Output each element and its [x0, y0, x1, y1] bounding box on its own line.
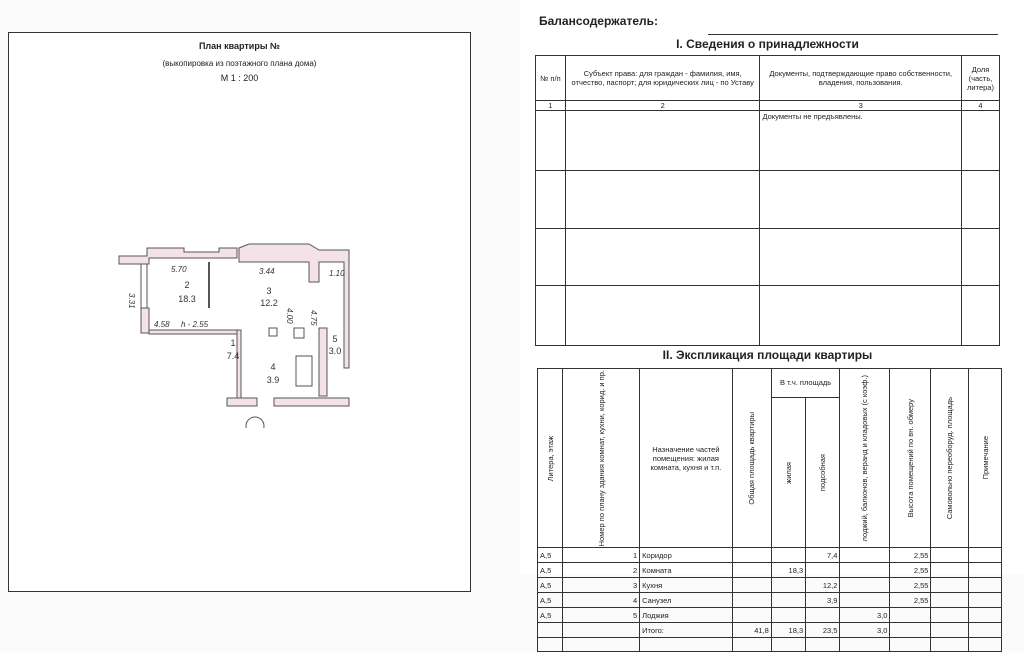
cell-empty [969, 563, 1002, 578]
header-litera: Литера, этаж [545, 435, 555, 481]
cell-empty [931, 608, 969, 623]
cell-loggia [840, 563, 890, 578]
cell-loggia [840, 593, 890, 608]
table-row [538, 563, 1002, 578]
header-share: Доля (часть, литера) [962, 56, 1000, 101]
dim-1-10: 1.10 [329, 269, 345, 278]
cell-living [771, 608, 805, 623]
total-area: 41,8 [732, 623, 771, 638]
cell-height: 2,55 [890, 548, 931, 563]
cell-total [732, 548, 771, 563]
cell-num: 2 [563, 563, 640, 578]
floor-plan-frame [8, 32, 471, 592]
room-4-area: 3.9 [266, 375, 280, 385]
cell-aux: 7,4 [806, 548, 840, 563]
plan-title: План квартиры № [198, 41, 281, 51]
ownership-table [535, 55, 1000, 346]
cell-living [771, 548, 805, 563]
header-number: Номер по плану здания комнат, кухни, корид. и пр. [596, 370, 606, 547]
cell-empty [969, 593, 1002, 608]
room-2-number: 2 [184, 280, 190, 290]
cell-living [771, 578, 805, 593]
header-note: Примечание [980, 436, 990, 480]
cell-name: Лоджия [640, 608, 732, 623]
header-auxiliary: подсобная [818, 453, 828, 492]
room-3-number: 3 [266, 286, 272, 296]
table-row [538, 608, 1002, 623]
plan-scale: М 1 : 200 [220, 73, 259, 83]
cell-num: 1 [563, 548, 640, 563]
cell-total [732, 593, 771, 608]
cell-aux: 3,9 [806, 593, 840, 608]
header-purpose: Назначение частей помещения: жилая комната, кухня и т.п. [640, 369, 732, 548]
cell-height: 2,55 [890, 578, 931, 593]
header-total-area: Общая площадь квартиры [747, 411, 757, 505]
header-unauthorized: Самовольно переоборуд. площадь [945, 397, 955, 520]
dim-4-58: 4.58 [154, 320, 170, 329]
cell-loggia: 3,0 [840, 608, 890, 623]
balance-holder-line [708, 34, 998, 35]
cell-height: 2,55 [890, 593, 931, 608]
cell-litera: А,5 [538, 608, 563, 623]
cell-living: 18,3 [771, 563, 805, 578]
dim-3-44: 3.44 [259, 267, 275, 276]
cell-height [890, 608, 931, 623]
col-number: 4 [962, 101, 1000, 111]
section1-title: I. Сведения о принадлежности [676, 37, 859, 51]
cell-empty [931, 593, 969, 608]
cell-empty [969, 578, 1002, 593]
cell-height: 2,55 [890, 563, 931, 578]
room-3-area: 12.2 [260, 298, 278, 308]
cell-num: 4 [563, 593, 640, 608]
cell-loggia [840, 548, 890, 563]
room-1-area: 7.4 [226, 351, 240, 361]
cell-litera: А,5 [538, 548, 563, 563]
table-row [538, 593, 1002, 608]
cell-name: Санузел [640, 593, 732, 608]
cell-name: Коридор [640, 548, 732, 563]
right-page [520, 0, 1024, 635]
cell-num: 3 [563, 578, 640, 593]
cell-litera: А,5 [538, 578, 563, 593]
cell-aux: 12,2 [806, 578, 840, 593]
plan-subtitle: (выкопировка из поэтажного плана дома) [162, 59, 317, 68]
header-living: жилая [783, 461, 793, 484]
cell-empty [931, 563, 969, 578]
col-number: 1 [536, 101, 566, 111]
header-height: Высота помещений по вн. обмеру [905, 399, 915, 518]
dim-4-75: 4.75 [309, 310, 318, 326]
dim-3-31: 3.31 [127, 293, 136, 309]
balance-holder-label: Балансодержатель: [539, 14, 659, 28]
header-loggia: лоджий, балконов, веранд и кладовых (с коэф.) [860, 374, 870, 542]
total-label: Итого: [640, 623, 732, 638]
cell-name: Комната [640, 563, 732, 578]
section2-title: II. Экспликация площади квартиры [662, 348, 873, 362]
dim-5-70: 5.70 [171, 265, 187, 274]
room-5-number: 5 [332, 334, 338, 344]
col-number: 2 [565, 101, 760, 111]
col-number: 3 [760, 101, 962, 111]
room-5-area: 3.0 [328, 346, 342, 356]
cell-name: Кухня [640, 578, 732, 593]
height-label: h - 2.55 [181, 320, 209, 329]
room-1-number: 1 [230, 338, 236, 348]
room-4-number: 4 [270, 362, 276, 372]
total-row [538, 623, 1002, 638]
table-row [538, 578, 1002, 593]
area-explication-table [537, 368, 1002, 652]
cell-num: 5 [563, 608, 640, 623]
cell-total [732, 608, 771, 623]
cell-empty [969, 548, 1002, 563]
header-including: В т.ч. площадь [771, 369, 840, 398]
room-2-area: 18.3 [178, 294, 196, 304]
cell-empty [931, 578, 969, 593]
dim-4-00: 4.00 [285, 308, 294, 324]
cell-litera: А,5 [538, 593, 563, 608]
total-loggia: 3,0 [840, 623, 890, 638]
cell-total [732, 578, 771, 593]
cell-litera: А,5 [538, 563, 563, 578]
header-subject: Субъект права: для граждан - фамилия, имя, отчество, паспорт; для юридических лиц - по Уставу [565, 56, 760, 101]
cell-aux [806, 563, 840, 578]
cell-aux [806, 608, 840, 623]
cell-total [732, 563, 771, 578]
documents-note: Документы не предъявлены. [760, 111, 962, 171]
cell-empty [931, 548, 969, 563]
cell-living [771, 593, 805, 608]
table-row [538, 548, 1002, 563]
total-aux: 23,5 [806, 623, 840, 638]
cell-loggia [840, 578, 890, 593]
floor-plan-drawing [109, 238, 369, 428]
header-documents: Документы, подтверждающие право собственности, владения, пользования. [760, 56, 962, 101]
cell-empty [969, 608, 1002, 623]
header-no: № п/п [536, 56, 566, 101]
total-living: 18,3 [771, 623, 805, 638]
